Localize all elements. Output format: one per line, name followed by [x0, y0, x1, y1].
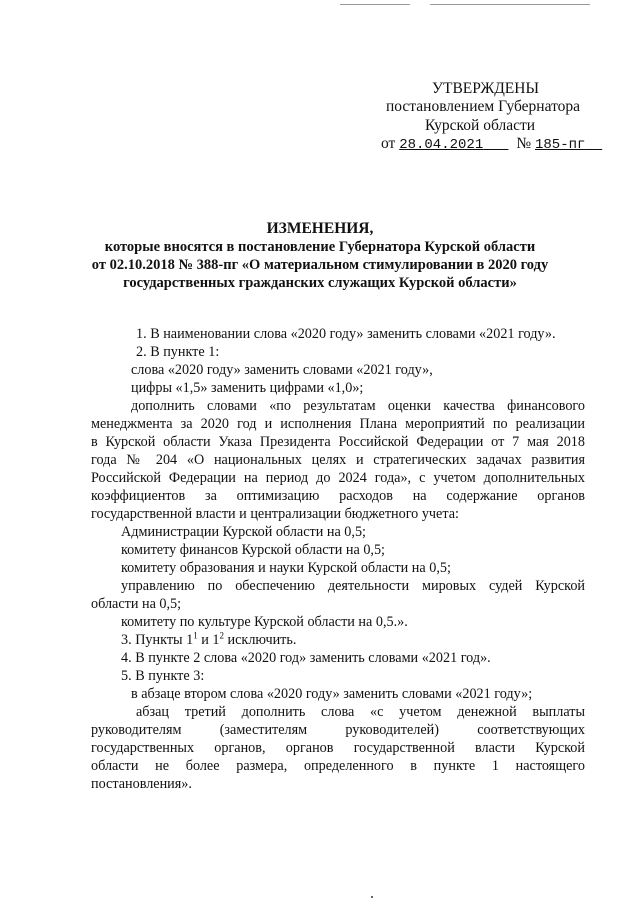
approval-line-2: Курской области [425, 117, 536, 134]
paragraph-5-line-3: в Курской области Указа Президента Российской Федерации от 7 мая 2018 [91, 434, 585, 450]
paragraph-5-line-1: дополнить словами «по результатам оценки качества финансового [131, 398, 585, 414]
paragraph-11-suffix: исключить. [223, 632, 297, 648]
paragraph-5-line-4: года № 204 «О национальных целях и стратегических задачах развития [91, 452, 585, 468]
paragraph-5-line-5: Российской Федерации на период до 2024 года», с учетом дополнительных [91, 470, 585, 486]
paragraph-12: 4. В пункте 2 слова «2020 год» заменить словами «2021 год». [121, 650, 491, 666]
approval-number: 185-пг [534, 137, 586, 153]
paragraph-11 [121, 631, 296, 649]
date-underline-pad [483, 137, 508, 153]
scan-artifact-line [430, 4, 590, 5]
scan-artifact-line [340, 4, 410, 5]
paragraph-15-line-5: постановления». [91, 776, 192, 792]
number-label: № [516, 135, 532, 152]
paragraph-10: комитету по культуре Курской области на 0,5.». [121, 614, 408, 630]
paragraph-5-line-7: государственной власти и централизации бюджетного учета: [91, 506, 459, 522]
paragraph-15-line-3: государственных органов, органов государственной власти Курской [91, 740, 585, 756]
paragraph-11-mid: и 1 [197, 632, 220, 648]
paragraph-15-line-4: области не более размера, определенного в пункте 1 настоящего [91, 758, 585, 774]
paragraph-9-line-2: области на 0,5; [91, 596, 182, 612]
superscript-2: 2 [219, 630, 224, 641]
paragraph-8: комитету образования и науки Курской области на 0,5; [121, 560, 451, 576]
doc-subtitle-line-3: государственных гражданских служащих Курской области» [123, 275, 517, 291]
approval-date: 28.04.2021 [399, 137, 484, 153]
approval-line-1: постановлением Губернатора [386, 98, 581, 115]
number-underline-pad [585, 137, 602, 153]
paragraph-9-line-1: управлению по обеспечению деятельности мировых судей Курской [121, 578, 585, 594]
superscript-1: 1 [193, 630, 198, 641]
approval-date-line [381, 134, 602, 155]
paragraph-5-line-6: коэффициентов за оптимизацию расходов на содержание органов [91, 488, 585, 504]
paragraph-5-line-2: менеджмента за 2020 год и исполнения Плана мероприятий по реализации [91, 416, 585, 432]
doc-title: ИЗМЕНЕНИЯ, [266, 220, 374, 237]
paragraph-7: комитету финансов Курской области на 0,5; [121, 542, 385, 558]
paragraph-3: слова «2020 году» заменить словами «2021 году», [131, 362, 433, 378]
paragraph-15-line-2: руководителям (заместителям руководителей) соответствующих [91, 722, 585, 738]
paragraph-11-prefix: 3. Пункты 1 [121, 632, 194, 648]
doc-subtitle-line-2: от 02.10.2018 № 388-пг «О материальном стимулировании в 2020 году [91, 257, 549, 273]
paragraph-13: 5. В пункте 3: [121, 668, 205, 684]
from-label: от [381, 135, 396, 152]
scan-speck [371, 896, 373, 898]
paragraph-6: Администрации Курской области на 0,5; [121, 524, 366, 540]
paragraph-14: в абзаце втором слова «2020 году» заменить словами «2021 году»; [131, 686, 533, 702]
doc-subtitle-line-1: которые вносятся в постановление Губернатора Курской области [104, 239, 536, 255]
approval-title: УТВЕРЖДЕНЫ [432, 80, 539, 97]
paragraph-15-line-1: абзац третий дополнить слова «с учетом денежной выплаты [136, 704, 585, 720]
paragraph-2: 2. В пункте 1: [136, 344, 220, 360]
paragraph-4: цифры «1,5» заменить цифрами «1,0»; [131, 380, 364, 396]
paragraph-1: 1. В наименовании слова «2020 году» заменить словами «2021 году». [136, 326, 556, 342]
